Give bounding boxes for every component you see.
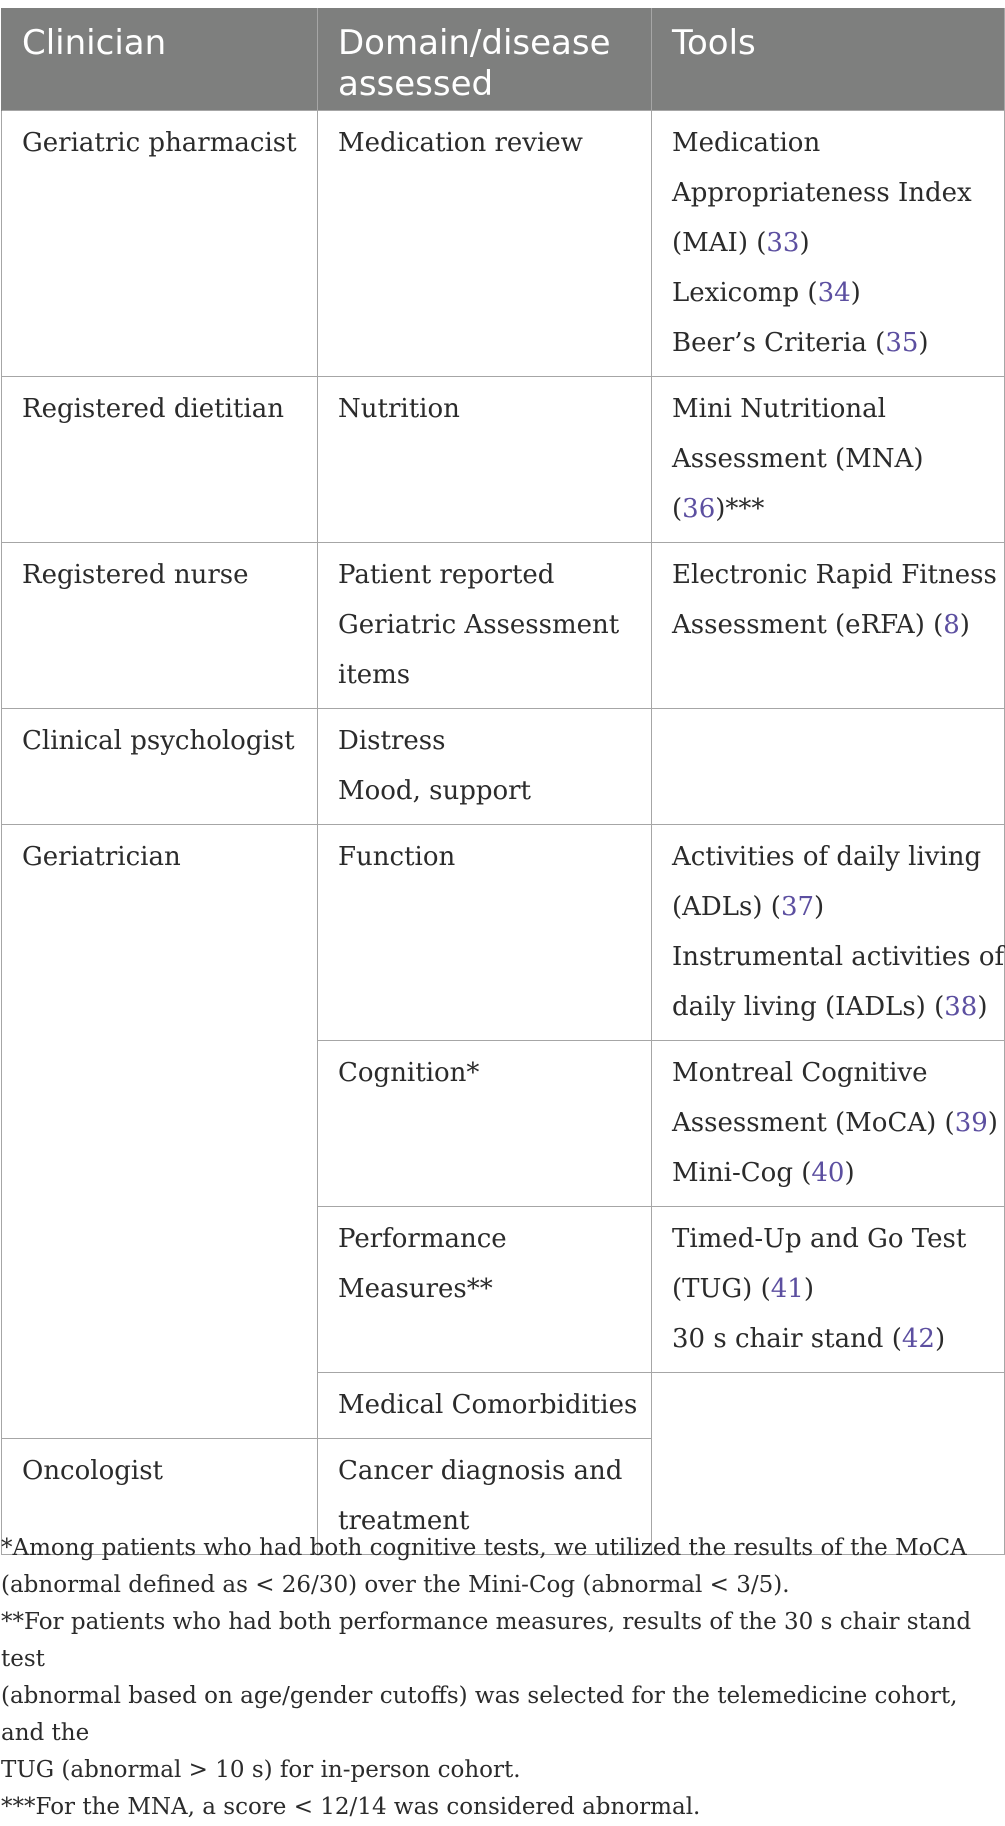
reference-link[interactable]: 37 (780, 891, 815, 922)
tool-line: Mini Nutritional (672, 393, 886, 424)
domain-text: Medical Comorbidities (338, 1389, 638, 1420)
tool-line (672, 982, 990, 1032)
tool-text: ) (934, 1323, 946, 1354)
tool-line: Activities of daily living (672, 841, 982, 872)
reference-link[interactable]: 38 (944, 991, 978, 1022)
tool-line (672, 1098, 998, 1148)
table-row (2, 708, 1005, 824)
clinician-name: Geriatrician (22, 841, 181, 872)
table-row (2, 376, 1005, 542)
footnote-line: *Among patients who had both cognitive tests, we utilized the results of the MoCA (1, 1535, 967, 1561)
tool-text: 30 s chair stand ( (672, 1323, 902, 1354)
header-row (2, 8, 1005, 110)
tool-text: ) (814, 891, 825, 922)
clinician-name: Registered dietitian (22, 393, 284, 424)
table-row (2, 110, 1005, 376)
reference-link[interactable]: 36 (682, 493, 716, 524)
clinician-name: Oncologist (22, 1455, 163, 1486)
domain-text: Cancer diagnosis and (338, 1455, 623, 1486)
tools-cell (652, 1040, 1005, 1206)
header-domain (318, 8, 652, 110)
tools-cell (652, 542, 1005, 708)
domain-text: Mood, support (338, 775, 532, 806)
tool-text: ) (844, 1157, 855, 1188)
clinician-cell (2, 542, 318, 708)
tool-text: ) (799, 227, 810, 258)
reference-link[interactable]: 33 (766, 227, 800, 258)
domain-text: Geriatric Assessment (338, 609, 620, 640)
tool-text: ) (918, 327, 929, 358)
clinician-name: Geriatric pharmacist (22, 127, 297, 158)
tool-text: ) (977, 991, 988, 1022)
tool-line (672, 1314, 990, 1364)
tool-text: )*** (715, 493, 765, 524)
table-footnotes (1, 1530, 1004, 1826)
tool-line: Assessment (MNA) (672, 443, 924, 474)
tool-line (672, 318, 990, 368)
footnote-line: ***For the MNA, a score < 12/14 was considered abnormal. (1, 1794, 701, 1820)
tool-line: Appropriateness Index (672, 177, 972, 208)
domain-text: Performance (338, 1223, 507, 1254)
tools-cell-empty (652, 708, 1005, 824)
header-domain-line1: Domain/disease (338, 23, 611, 63)
domain-cell (318, 1040, 652, 1206)
tool-text: Lexicomp ( (672, 277, 818, 308)
tool-line: Medication (672, 127, 821, 158)
tool-text: Assessment (eRFA) ( (672, 609, 944, 640)
tool-text: Assessment (MoCA) ( (672, 1107, 955, 1138)
header-clinician: Clinician (2, 8, 318, 110)
footnote-line: (abnormal defined as < 26/30) over the Mini-Cog (abnormal < 3/5). (1, 1572, 790, 1598)
tool-line (672, 1148, 990, 1198)
clinician-cell (2, 376, 318, 542)
domain-cell (318, 708, 652, 824)
tool-line (672, 600, 990, 650)
tool-text: ( (672, 493, 683, 524)
reference-link[interactable]: 34 (817, 277, 851, 308)
tool-line (672, 1264, 990, 1314)
domain-text: Cognition* (338, 1057, 480, 1088)
tools-cell (652, 110, 1005, 376)
tool-text: daily living (IADLs) ( (672, 991, 945, 1022)
domain-cell (318, 1206, 652, 1372)
tool-line (672, 218, 990, 268)
domain-text: Measures** (338, 1273, 493, 1304)
domain-text: Distress (338, 725, 446, 756)
header-domain-line2: assessed (338, 64, 494, 104)
tool-text: (ADLs) ( (672, 891, 781, 922)
domain-text: Nutrition (338, 393, 460, 424)
tool-line: Electronic Rapid Fitness (672, 559, 997, 590)
clinician-cell (2, 824, 318, 1438)
tool-line: Instrumental activities of (672, 941, 1005, 972)
assessment-table (1, 8, 1005, 1555)
domain-text: Patient reported (338, 559, 555, 590)
tool-text: ) (803, 1273, 814, 1304)
clinician-name: Registered nurse (22, 559, 249, 590)
reference-link[interactable]: 42 (901, 1323, 935, 1354)
tool-text: Mini-Cog ( (672, 1157, 812, 1188)
tool-text: ) (850, 277, 861, 308)
tool-line (672, 268, 990, 318)
footnote-line: (abnormal based on age/gender cutoffs) was selected for the telemedicine cohort, and the (1, 1683, 958, 1746)
tool-text: ) (987, 1107, 998, 1138)
reference-link[interactable]: 41 (770, 1273, 804, 1304)
tool-text: (MAI) ( (672, 227, 767, 258)
domain-cell (318, 542, 652, 708)
table-row (2, 824, 1005, 1040)
footnote-line: **For patients who had both performance measures, results of the 30 s chair stand test (1, 1609, 972, 1672)
domain-cell (318, 110, 652, 376)
domain-cell (318, 376, 652, 542)
domain-cell (318, 824, 652, 1040)
tool-text: (TUG) ( (672, 1273, 771, 1304)
tool-text: Beer’s Criteria ( (672, 327, 886, 358)
tool-line (672, 882, 990, 932)
domain-text: Function (338, 841, 456, 872)
tools-cell-empty (652, 1372, 1005, 1554)
tool-text: ) (959, 609, 970, 640)
domain-text: items (338, 659, 411, 690)
reference-link[interactable]: 35 (885, 327, 919, 358)
domain-text: Medication review (338, 127, 583, 158)
tool-line: Timed-Up and Go Test (672, 1223, 967, 1254)
tools-cell (652, 1206, 1005, 1372)
domain-text: treatment (338, 1505, 470, 1536)
tools-cell (652, 824, 1005, 1040)
clinician-name: Clinical psychologist (22, 725, 295, 756)
header-tools: Tools (652, 8, 1005, 110)
domain-cell (318, 1372, 652, 1438)
clinician-cell (2, 110, 318, 376)
clinician-cell (2, 708, 318, 824)
table-row (2, 542, 1005, 708)
footnote-line: TUG (abnormal > 10 s) for in-person cohort. (1, 1757, 521, 1783)
tools-cell (652, 376, 1005, 542)
tool-line: Montreal Cognitive (672, 1057, 928, 1088)
reference-link[interactable]: 39 (954, 1107, 988, 1138)
reference-link[interactable]: 40 (811, 1157, 845, 1188)
reference-link[interactable]: 8 (943, 609, 960, 640)
tool-line (672, 484, 990, 534)
